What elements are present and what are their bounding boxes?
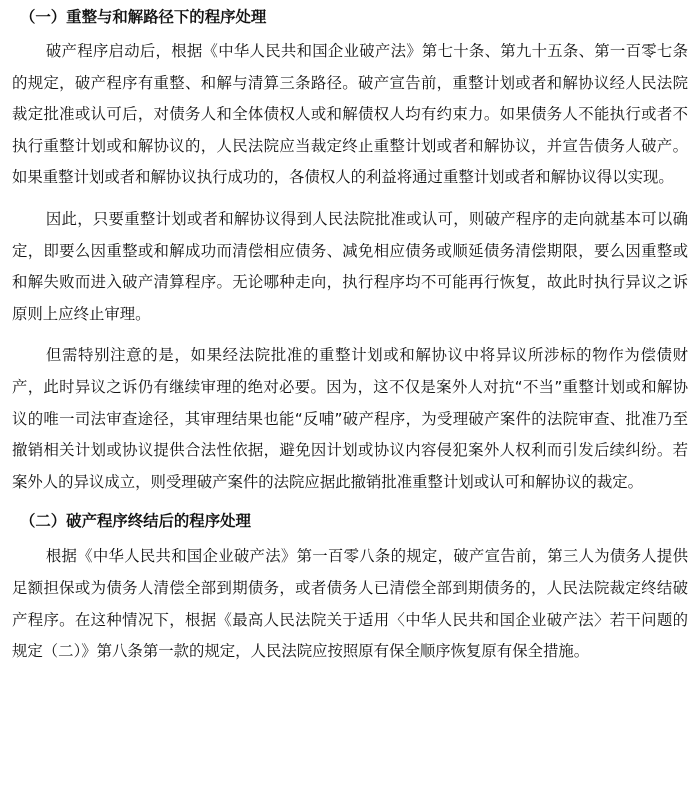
section-2-paragraph-1: 根据《中华人民共和国企业破产法》第一百零八条的规定，破产宣告前，第三人为债务人提供足额担保或为债务人清偿全部到期债务，或者债务人已清偿全部到期债务的，人民法院裁定终结破产程序。在这种情况下，根据《最高人民法院关于适用〈中华人民共和国企业破产法〉若干问题的规定（二）》第八条第一款的规定，人民法院应按照原有保全顺序恢复原有保全措施。 — [12, 547, 688, 661]
section-2-heading: （二）破产程序终结后的程序处理 — [20, 512, 251, 531]
section-1-paragraph-3: 但需特别注意的是，如果经法院批准的重整计划或和解协议中将异议所涉标的物作为偿债财产，此时异议之诉仍有继续审理的绝对必要。因为，这不仅是案外人对抗“不当”重整计划或和解协议的唯一司法审查途径，其审理结果也能“反哺”破产程序，为受理破产案件的法院审查、批准乃至撤销相关计划或协议提供合法性依据，避免因计划或协议内容侵犯案外人权利而引发后续纠纷。若案外人的异议成立，则受理破产案件的法院应据此撤销批准重整计划或认可和解协议的裁定。 — [12, 346, 688, 491]
section-1-paragraph-2: 因此，只要重整计划或者和解协议得到人民法院批准或认可，则破产程序的走向就基本可以确定，即要么因重整或和解成功而清偿相应债务、减免相应债务或顺延债务清偿期限，要么因重整或和解失败而进入破产清算程序。无论哪种走向，执行程序均不可能再行恢复，故此时执行异议之诉原则上应终止审理。 — [12, 209, 688, 323]
section-1-heading: （一）重整与和解路径下的程序处理 — [20, 8, 267, 26]
section-1-paragraph-1: 破产程序启动后，根据《中华人民共和国企业破产法》第七十条、第九十五条、第一百零七条的规定，破产程序有重整、和解与清算三条路径。破产宣告前，重整计划或者和解协议经人民法院裁定批准或认可后，对债务人和全体债权人或和解债权人均有约束力。如果债务人不能执行或者不执行重整计划或和解协议的，人民法院应当裁定终止重整计划或者和解协议，并宣告债务人破产。如果重整计划或者和解协议执行成功的，各债权人的利益将通过重整计划或者和解协议得以实现。 — [12, 42, 688, 187]
